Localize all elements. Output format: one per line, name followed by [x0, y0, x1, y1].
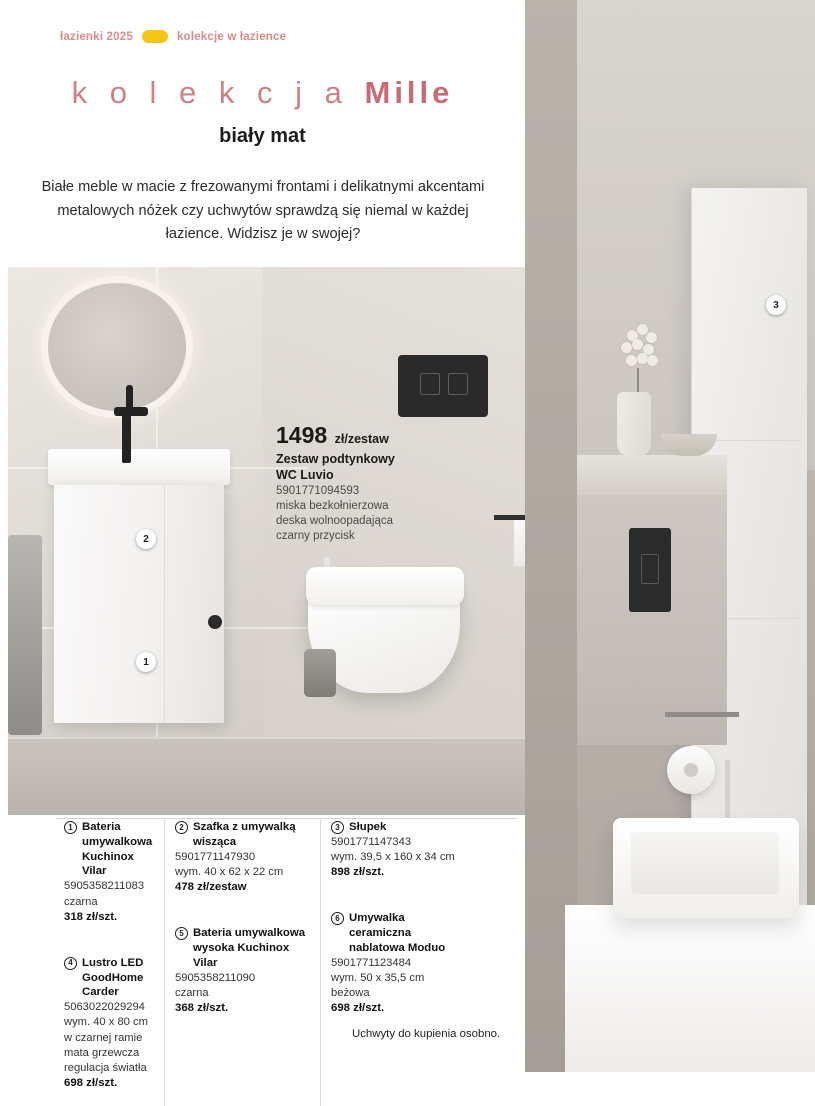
photo-badge-1-label: 1 — [143, 656, 149, 668]
photo-badge-2-label: 2 — [143, 533, 149, 545]
wall-hung-vanity-unit — [48, 449, 230, 729]
callout-price: 1498 — [276, 422, 328, 448]
product-legend — [8, 820, 525, 1106]
legend-item-4-detail-2: w czarnej ramie — [64, 1031, 143, 1044]
photo-badge-3-label: 3 — [773, 299, 779, 311]
price-callout — [276, 422, 456, 544]
legend-item-4-detail-3: mata grzewcza — [64, 1046, 140, 1059]
legend-item-6-name: Umywalka ceramiczna nablatowa Moduo — [349, 912, 446, 954]
legend-item-4-code: 5063022029294 — [64, 1001, 145, 1014]
legend-badge-4-icon: 4 — [64, 957, 77, 970]
legend-item-2[interactable] — [175, 820, 312, 896]
countertop-washbasin — [613, 818, 799, 918]
legend-item-1-code: 5905358211083 — [64, 880, 145, 893]
toilet-paper-holder — [494, 515, 525, 575]
toilet-brush — [304, 649, 336, 697]
legend-badge-2-icon: 2 — [175, 821, 188, 834]
toilet-paper-holder-side — [665, 712, 747, 796]
title-block — [0, 75, 525, 148]
legend-divider-top — [56, 818, 517, 819]
callout-title-line1: Zestaw podtynkowy — [276, 452, 395, 466]
header-section-label: kolekcje w łazience — [176, 30, 287, 43]
legend-item-3-detail: wym. 39,5 x 160 x 34 cm — [331, 851, 455, 864]
legend-item-4-detail-1: wym. 40 x 80 cm — [64, 1016, 148, 1029]
callout-price-unit: zł/zestaw — [334, 432, 389, 446]
legend-item-2-code: 5901771147930 — [175, 850, 256, 863]
photo-floor — [8, 737, 525, 815]
side-photo-bathroom — [525, 0, 815, 1072]
photo-badge-2[interactable] — [136, 529, 156, 549]
legend-item-3-name: Słupek — [349, 821, 387, 833]
legend-item-5[interactable] — [175, 926, 312, 1017]
flush-plate-side — [629, 528, 671, 612]
legend-item-6[interactable] — [331, 911, 468, 1017]
callout-product-code: 5901771094593 — [276, 484, 360, 497]
legend-badge-3-icon: 3 — [331, 821, 344, 834]
collection-word: k o l e k c j a — [71, 75, 349, 110]
callout-detail-2: deska wolnoopadająca — [276, 514, 394, 527]
legend-item-5-code: 5905358211090 — [175, 971, 256, 984]
vanity-cabinet-body — [54, 485, 224, 723]
legend-badge-1-icon: 1 — [64, 821, 77, 834]
legend-column-3 — [320, 820, 476, 1106]
side-counter-top — [577, 455, 727, 495]
legend-item-3[interactable] — [331, 820, 468, 881]
legend-item-1[interactable] — [64, 820, 156, 926]
callout-title-line2: WC Luvio — [276, 468, 334, 483]
legend-badge-5-icon: 5 — [175, 927, 188, 940]
legend-item-1-name: Bateria umywalkowa Kuchinox Vilar — [82, 821, 153, 878]
legend-item-3-price: 898 zł/szt. — [331, 866, 385, 879]
page-subtitle: biały mat — [219, 125, 306, 147]
legend-badge-6-icon: 6 — [331, 912, 344, 925]
legend-item-6-price: 698 zł/szt. — [331, 1002, 385, 1015]
side-vanity-counter — [565, 905, 815, 1072]
header-breadcrumb — [60, 30, 286, 43]
legend-item-5-name: Bateria umywalkowa wysoka Kuchinox Vilar — [193, 927, 306, 969]
callout-detail-3: czarny przycisk — [276, 530, 355, 543]
header-issue-label: łazienki 2025 — [60, 30, 133, 43]
legend-column-1 — [8, 820, 164, 1106]
legend-item-6-detail-1: wym. 50 x 35,5 cm — [331, 971, 425, 984]
legend-item-2-price: 478 zł/zestaw — [175, 881, 247, 894]
page-header — [0, 0, 525, 66]
legend-item-3-code: 5901771147343 — [331, 835, 412, 848]
legend-footnote: Uchwyty do kupienia osobno. — [352, 1028, 501, 1040]
photo-badge-3[interactable] — [766, 295, 786, 315]
vanity-washbasin-top — [48, 449, 230, 485]
legend-item-4-price: 698 zł/szt. — [64, 1077, 118, 1090]
toilet-seat — [306, 567, 464, 605]
callout-detail-1: miska bezkołnierzowa — [276, 499, 389, 512]
legend-item-2-name: Szafka z umywalką wisząca — [193, 821, 296, 848]
intro-paragraph: Białe meble w macie z frezowanymi frontami i delikatnymi akcentami metalowych nóżek czy uchwytów sprawdzą się niemal w każdej łazience. Widzisz je w swojej? — [41, 179, 485, 243]
legend-item-4-name: Lustro LED GoodHome Carder — [82, 956, 144, 999]
round-led-mirror — [48, 283, 186, 411]
legend-column-2 — [164, 820, 320, 1106]
legend-item-6-code: 5901771123484 — [331, 956, 412, 969]
hanging-towel — [8, 535, 42, 735]
legend-item-6-detail-2: beżowa — [331, 987, 370, 1000]
legend-item-1-price: 318 zł/szt. — [64, 910, 118, 923]
collection-name: Mille — [364, 75, 454, 110]
photo-badge-1[interactable] — [136, 652, 156, 672]
legend-item-4-detail-4: regulacja światła — [64, 1062, 147, 1075]
legend-item-5-price: 368 zł/szt. — [175, 1002, 229, 1015]
page-title — [0, 75, 525, 111]
main-photo-bathroom — [8, 267, 525, 815]
vase — [617, 392, 651, 456]
flush-plate — [398, 355, 488, 417]
basin-faucet-lever — [126, 385, 133, 411]
yellow-pill-icon — [142, 30, 168, 43]
legend-item-2-detail: wym. 40 x 62 x 22 cm — [175, 865, 284, 878]
cabinet-handle — [208, 615, 222, 629]
legend-item-5-detail: czarna — [175, 986, 209, 999]
flower-decor — [613, 322, 667, 396]
legend-item-1-detail: czarna — [64, 895, 98, 908]
